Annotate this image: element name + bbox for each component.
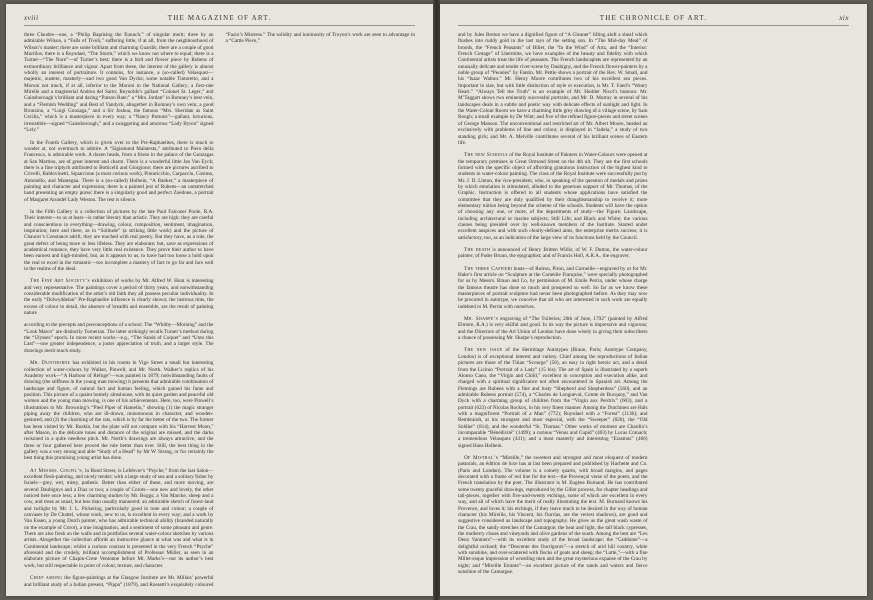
body-columns-right — [458, 32, 849, 588]
paragraph: three Claudes—one, a “Philip Baptising the Eunuch,” of singular merit; three by an admirable Wilson, a “Falls of Tivoli,” suffering little, if at all, from the neighbourhood of Wilson’s master; there are some brilliant and charming Guardis; there are a couple of good Murillos; there is a Ruysdael, “The Storm,” which we know not where to equal; there is a Turner—“The Nore”—of Turner’s best; there is a bird and flower piece by Rubens of extraordinary brilliance and vigour. Apart from these, the interest of the gallery is almost wholly an interest of portraiture. It contains, for instance, a (so-called) Velasquez—majestic, austere, masterly—and two good Van Dycks; some notable Tintoretto, and a Moroni not much, if at all, inferior to the Moroni in the National Gallery; a first-rate Mirelle and a magisterial Andrea del Sarto; Reynolds’s gallant “Colonel St. Leger,” and Gainsborough’s brilliant and daring “Parson Bate;” a “Mrs. Jordan” in Romney’s best vein, and a “Flemish Wedding” and Best of Vandyck, altogether in Romney’s own vein; a good Bronzino, a “Luigi Gonzaga,” and a Sir Joshua, the famous “Mrs. Sheridan as Saint Cecilia,” which is a masterpiece in every way; a “Nancy Parsons”—gallant, luxurious, irresistible—signed “Gainsborough,” and a swaggering and amorous “Lady Byron” signed “Lely.” — [24, 32, 214, 134]
running-title-left: THE MAGAZINE OF ART. — [167, 14, 272, 22]
paragraph: Of Mistral’s “Mireille,” the sweetest and strongest and most eloquent of modern pastorals, an édition de luxe has at last been prepared and published by Hachette and Co. (Paris and London). The volume is a comely quarto, with broad margins, and pages decorated with a frame of red line for the text—the Provençal verse of the poem, and the French translation by the poet. The illustrator is M. Eugène Burnand. He has contributed some twenty graceful drawings, reproduced by the Gillot process, for chapter headings and tail-pieces, together with five-and-twenty etchings, some of which are excellent in every way, and all of which have the merit of really illustrating the text. M. Burnand knows his Provence, and loves it; his etchings, if they leave much to be desired in the way of human character (his Mireille, his Vincent, his Ourrias, are the veriest shadows), are good and suggestive considered as landscape and topography. He gives us the great wash waste of the Crau, the sandy stretches of the Camargue; the heat and light, the tall black cypresses, the mulberry closes and vineyards and olive gardens of the south. Among the best are “Les Deux Vanniers”—with its excellent study of the broad landscape; the “Caddonte”—a delightful orchard; the “Descente des Ourrigonrs”—a stretch of arid hill country, white with sunshine, and over-scattered with flocks of goats and sheep; the “Lutte,”—with a fine Millet-esque impression of wrestling men and the great mysterious expanse of the Crau by night; and “Mireille Errante”—an excellent picture of the sands and waters and fierce sunshine of the Camargue. — [458, 454, 648, 576]
paragraph-lead: The new Schools — [464, 152, 508, 159]
book-gutter — [433, 0, 440, 600]
running-title-right: THE CHRONICLE OF ART. — [599, 14, 708, 22]
paragraph: Mr. Sharpe’s engraving of “The Tuileries; 20th of June, 1792” (painted by Alfred Elmore, R.A.) is very skilful and good. In its way the picture is impressive and vigorous; and the Directors of the Art Union of London have done wisely in giving their subscribers a chance of possessing Mr. Sharpe’s reproduction. — [458, 316, 648, 342]
body-columns-left — [24, 32, 415, 588]
paragraph-lead: Of Mistral’s — [464, 454, 499, 461]
paragraph-lead: Chief among — [30, 575, 63, 582]
paragraph: The Fine Art Society’s exhibition of works by Mr. Alfred W. Hunt is interesting and very representative. The paintings cover a period of thirty years, and notwithstanding considerable modification of the artist’s old faith they all possess peculiar individuality. In the early “Dolwyddelan” Pre-Raphaelite influence is clearly shown; the lustrous tints, the excess of colour in detail, the absence of breadth and ensemble, are the result of painting nature — [24, 278, 214, 317]
left-page — [6, 4, 433, 596]
paragraph-lead: At Messrs. Goupil’s, — [30, 467, 84, 474]
paragraph: Chief among the figure-paintings at the Glasgow Institute are Mr. Millais’ powerful and brilliant study of a Indian present, “Pippa” (1879), and Rossetti’s exquisitely coloured “Fazio’s Mistress.” The solidity and luminosity of Troyon’s work are seen to advantage in a “Cattle Piece,” — [24, 32, 415, 588]
header-rule-right — [458, 25, 849, 26]
paragraph-lead: The three Caffieri — [464, 265, 513, 272]
paragraph-lead: The new issue — [464, 347, 503, 354]
paragraph: according to the precepts and preconceptions of a school. The “Whitby—Morning” and the “Look Marco” are distinctly Turnerian. The latter strikingly recalls Turner’s method during the “Ulysses” epoch. In more recent works—e.g., “The Sands of Coquet” and “Unto this Last”—one greater independence, a juster appreciation of truth, and a larger style. The drawings merit much study. — [24, 322, 214, 354]
paragraph: Mr. Dunthorne has exhibited in his rooms in Vigo Street a small but interesting collection of water-colours by Walker, Pinwell, and Mr. North. Walker’s replica of his Academy work—“A Harbour of Refuge”—was painted in 1879; notwithstanding faults of drawing (the stiffness in the young man mowing) it presents that admirable combination of landscape and figure, of natural fact and human feeling, which gained his fame and position. This picture of a quaint homely almshouse, with its quiet garden and peaceful old women and the young man mowing, is one of his achievements. Here, too, were Pinwell’s illustrations to Mr. Browning’s “Pied Piper of Hamelin,” showing (1) the magic stranger piping away the children, who are ill-drawn, monotonous in character, and wooden-gestured; and (2) the charming of the rats, which is by far the better of the two. The former has been visited by Mr. Ruskin, but the plate will not compare with his “Harvest Moon,” after Mason, in the delicate tones and distance of the original are missed, and the darks reckoned in a quite needless pitch. Mr. North’s drawings are always attractive, and the three or four gathered here proved the rule better than ever. Still, the best thing in the gallery was a very strong and able “Study of a Head” by Mr W. Strang, or for certainly the best thing this promising young artist has done. — [24, 360, 214, 462]
right-page — [440, 4, 867, 596]
paragraph: The new Schools of the Royal Institute of Painters in Water-Colours were opened at the temporary premises in Great Ormond Street on the 4th ult. They are the first schools formed with the specific object of affording gratuitous instruction of the highest kind to students in water-colour painting. The class of the Royal Institute were successfully put by Mr. J. D. Linton, the vice-president, who, in speaking of the question of medals and prizes by which emulation is stimulated, alluded to the generous support of Mr. Thomas, of the Graphic. Instruction is offered to all students whose applications have satisfied the committee that they are duly qualified by their draughtsmanship to receive it; more elementary tuition being beyond the scheme of the schools. Students will have the option of choosing any one, or more, of the departments of study—the Figure; Landscape, including architectural or marine subjects; Still Life; and Black and White; the various classes being presided over by well-known members of the Institute. Started under excellent auspices and with such clearly-defined aims, the enterprise merits success; it is satisfactory, too, as an indication of the large view of its functions held by the Council. — [458, 152, 648, 241]
paragraph: The three Caffieri busts—of Rotrou, Piron, and Corneille—engraved by or for Mr. Hake’s first article on “Sculpture at the Comédie Française,” were specially photographed for us by Messrs. Braun and Co, by permission of M. Emile Perrin, under whose charge the famous theatre has done so much and prospered so well. So far as we know these masterpieces of portrait sculpture had never been photographed before. As they may now be procured in autotype, we conceive that all who are interested in such work are equally indebted to M. Perrin with ourselves. — [458, 265, 648, 310]
paragraph: In the Fifth Gallery is a collection of pictures by the late Paul Falconer Poole, R.A. Their interest—to us at least—is rather literary than artistic. They are high; they are careful and conscientious in everything—drawing, colour, composition, sentiment, imagination, inspiration; here and there, as in “Solitude” (a striking little work) and the picture of Chaucer’s Constance adrift, they are touched with real poetry. But they have, as a rule, the great defect of being more or less lifeless. They are elaborate; but, save as expressions of academical romance, they have very little real existence. They prove their author to have been earnest and high-minded, but, as it appears to us, to have had too loose a hold upon the real to excel in the romantic—too incomplete a mastery of fact to go far and fare well in the realms of the ideal. — [24, 208, 214, 273]
paragraph-lead: Mr. Dunthorne — [30, 360, 71, 367]
page-number-left: xviii — [24, 14, 39, 22]
paragraph: In the Fourth Gallery, which is given over to the Pre-Raphaelites, there is much to wonder at, not overmuch to admire. A “Sigismund Malatesta,” attributed to Piero della Francesca, is admirable work. A dozen heads, from a frieze in the palace of the Gonzagas at San Martino, are of great interest and charm. There is a wonderful little Jan Van Eyck; there is a fine triptych attributed to Botticelli and Giorgione; there are pictures ascribed to Crivelli, Baldovinetti, Squarcione (a most curious work), Pinturicchio, Carpaccio, Cosimo, Antonello, and Mantegna. There is a (so-called) Holbein, “A Banker,” a masterpiece of painting and character and expression; there is a painted jest of Rubens—an outstretched hand presenting an empty purse; there is a singularly good and perfect Zoedone, a portrait of Margaret Arundel Lady Weston. The rest is silence. — [24, 139, 214, 203]
paragraph: and by Jules Breton we have a dignified figure of “A Gleaner” lifting aloft a sheaf which flushes into ruddy gold in the last rays of the setting sun. In “The Mid-day Meal” of broods, the “French Peasants” of Billet, the “In the Wind” of Artz, and the “Interior: French Cottage” of Lhermitte, we have examples of the beauty and fidelity with which Continental artists treat the life of peasants. The French landscapists are represented by an unusually delicate and tender river-scene by Daubigny, and the French flower-painters by a noble group of “Peonies” by Fantin. Mr. Pettie shows a portrait of the Rev. W. Small, and his “Isaac Walton.” Mr. Henry Moore contributes two of his excellent sea pieces. Important in size, but with little distinction of style or execution, is Mr. T. Faed’s “Weary Heart.” “Always Tell the Truth” is an example of Mr. Hodder Nicol’s humour. Mr. M’Taggart shows two eminently successful portraits, and Mr. D. Murray in several of his landscapes deals in a subtle and poetic way with delicate effects of sunlight and light. In the Water-Colour Room we have a charming little grey drawing of a village scene, by Sam Bough; a small example by De Wint; and five of the refined figure-pieces and street scenes of George Manson. The unconventional and restricted art of Mr. Albert Moore, headed an exclusively with problems of line and colour, is displayed in “Jadeia,” a study of two standing girls; and Mr. A. Melville contributes several of his brilliant scenes of Eastern life. — [458, 32, 648, 146]
paragraph: At Messrs. Goupil’s, in Bond Street, is Lefebvre’s “Psyche,” from the last Salon—excellent flesh-painting, and nicely tender; with a large study of sea and a solitary fisher by Israels—grey, wet, misty, pathetic. Better than either of these, and more moving, are several Daubignys and a Diaz or two; a couple of Corots—one new and lovely, the other noticed here once less; a few charming studies by Mr. Boggs; a Van Marcke, sheep and a cow, and trees as usual, but less than usually mannered; an admirable sketch of forest-land and twilight by Mr. J. L. Pickering, particularly good in tone and colour; a couple of canvases by De Chattel, whose work, new to us, is excellent in every way; and a work by Van Essen, a young Dutch painter, who has admirable technical ability (branded naturally on the example of Corot), a true imagination, and a sentiment of some pleasant and genre. There are also fresh on the walls and in portfolios several water-colour sketches by various artists. Altogether the collection affords an instructive glance at what was and what is in Continental landscape; whilst a curious contrast is presented in the very French “Psyche” aforesaid and the crudely, brilliant accomplishment of Professor Müller, as seen in an elaborate picture of Chapin-Crete Ventonne before Mr. Marks’s—not its author’s best work, but still respectable in point of colour, texture, and character. — [24, 467, 214, 569]
page-number-right: xix — [839, 14, 849, 22]
paragraph-lead: Mr. Sharpe’s — [464, 316, 499, 323]
paragraph: The new issue of the Hermitage Autotypes (Braun, Paris; Autotype Company, London) is of exceptional interest and variety. Chief among the reproductions of Italian pictures are those of the Titian “Scourge” (58), an easy in right heroic act, and a detail from the Licinio “Portrait of a Lady” (15 bis). The art of Spain is illustrated by a superb Alonso Cano, the “Virgin and Child,” excellent in conception and execution alike, and charged with a spiritual significance not often encountered in Spanish art. Among the Flemings are Rubens with a fine and lusty “Shepherd and Shepherdess” (560), and an admirable Rubens portrait (574), a “Charles de Longueval, Comte de Bucquoy,” and Van Dyck with a charming group of children from the “Virgin aux Perdrix” (603), and a portrait (623) of Nicolas Rockox, in his very finest manner. Among the Dutchmen are Hals with a magnificent “Portrait of a Man” (772); Ruysdael with a “Forest” (1136); and Rembrandt, at his strongest and most especial, with the “Sweeper” (820), the “Old Soldier” (814), and the wonderful “St. Thomas.” Other works of moment are Chardin’s incomparable “Bénédicité” (1499); a curious “Venus and Cupid” (403) by Lucas Cranach; a tremendous Velasquez (431); and a most masterly and interesting “Erasmus” (466) signed Hans Holbein. — [458, 347, 648, 449]
paragraph-lead: The Fine Art Society’s — [30, 278, 90, 285]
paragraph-lead: The death — [464, 247, 491, 253]
paragraph: The death is announced of Henry Britten Willis; of W. F. Dutton, the water-colour painter; of Pader Bruun, the epigraphist; and of Francis Holl, A.R.A., the engraver. — [458, 247, 648, 260]
header-rule-left — [24, 25, 415, 26]
